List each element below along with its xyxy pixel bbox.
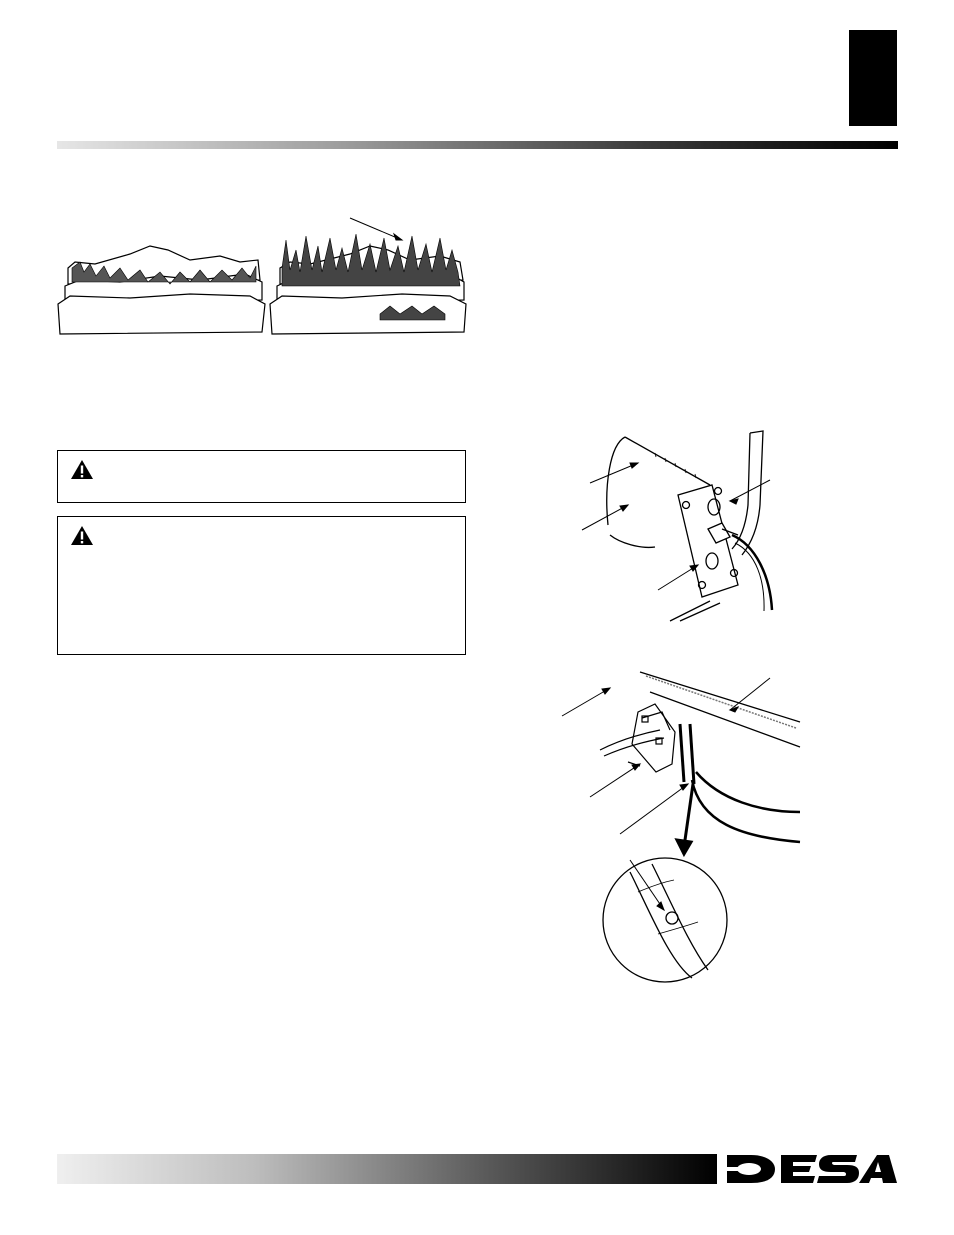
flame-pattern-illustration xyxy=(50,210,470,340)
section-tab-block xyxy=(849,30,897,126)
warning-triangle-icon xyxy=(70,459,94,480)
warning-triangle-icon xyxy=(70,525,94,546)
burner-end-plate-illustration xyxy=(560,425,805,625)
magnified-detail xyxy=(603,858,727,982)
footer-rule xyxy=(57,1154,717,1184)
header-rule xyxy=(57,141,898,149)
warning-box-2 xyxy=(57,516,466,655)
flame-callout-arrow xyxy=(350,218,402,240)
magnify-pointer xyxy=(677,784,693,854)
log-set-normal xyxy=(58,246,265,334)
pilot-assembly-illustration xyxy=(560,672,805,1017)
desa-brand-logo xyxy=(725,1152,898,1186)
plate-callout-arrows xyxy=(582,463,770,590)
warning-box-1 xyxy=(57,450,466,503)
